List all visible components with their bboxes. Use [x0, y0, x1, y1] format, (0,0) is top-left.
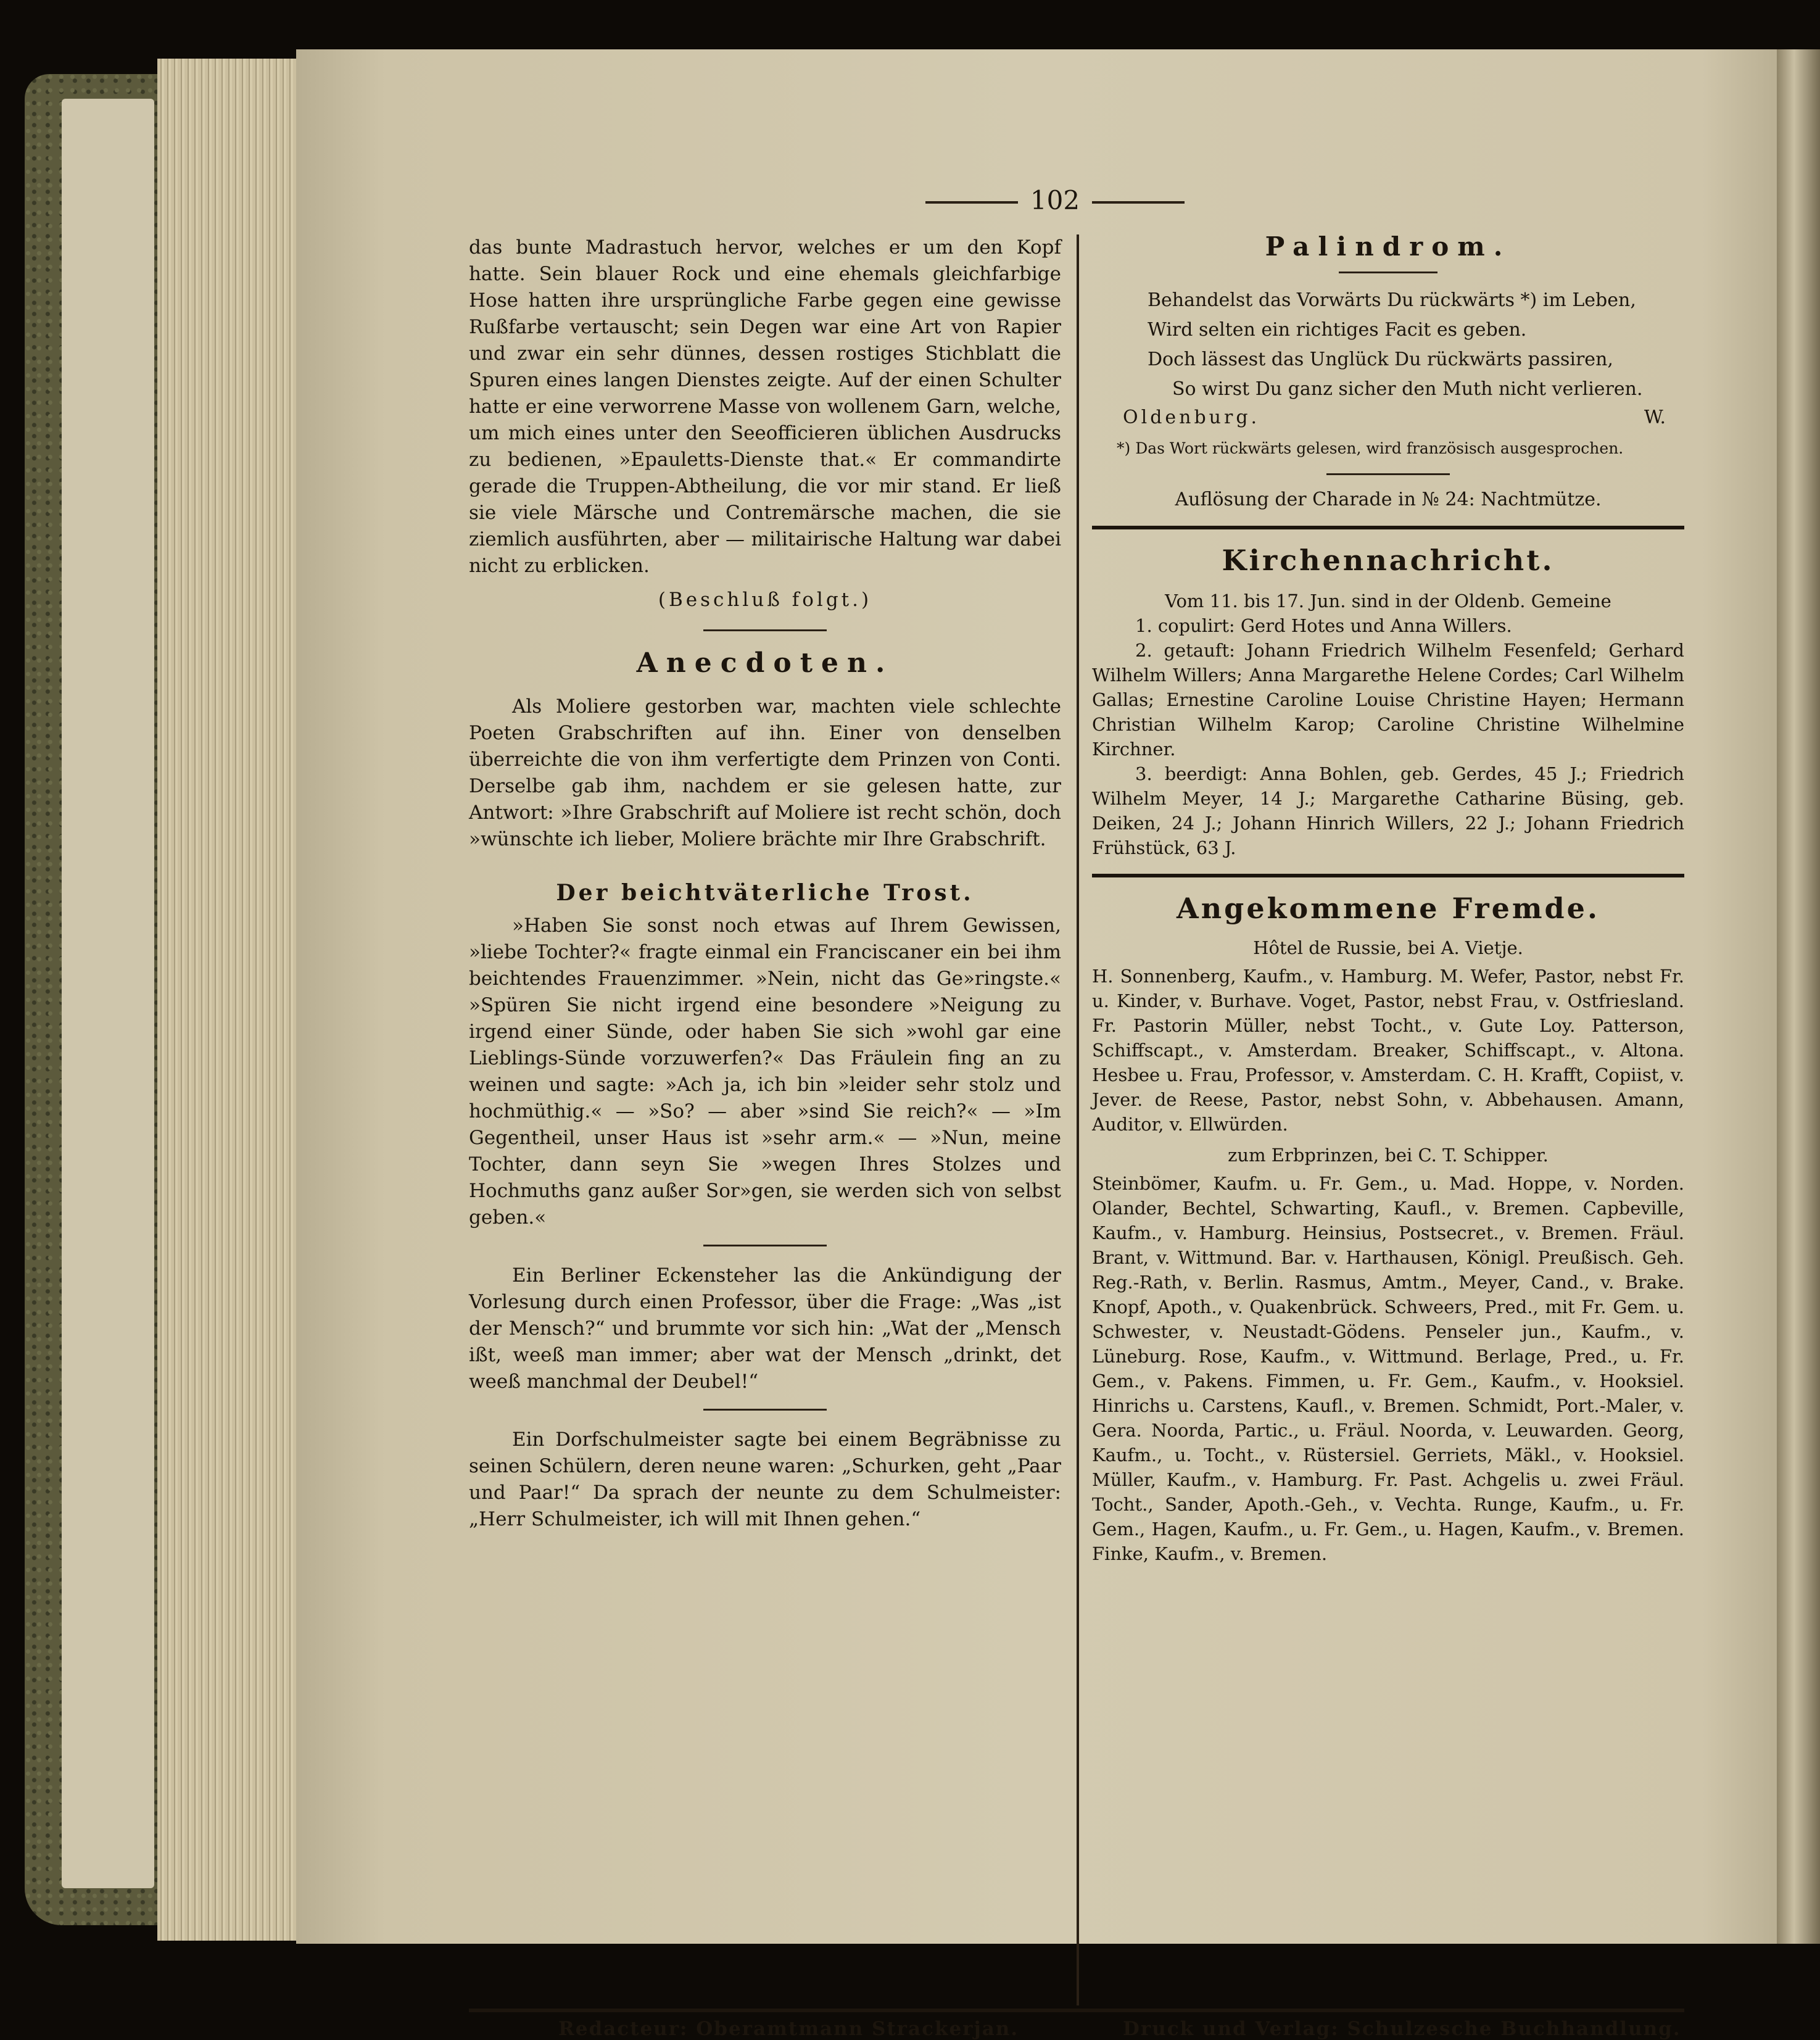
hotel-russie-guests: H. Sonnenberg, Kaufm., v. Hamburg. M. Wefer, Pastor, nebst Fr. u. Kinder, v. Burhave. Voget, Pastor, nebst Frau, v. Ostfriesland. Fr. Pastorin Müller, nebst Tocht., v. Gute Loy. Patterson, Schiffscapt., v. Amsterdam. Breaker, Schiffscapt., v. Altona. Hesbee u. Frau, Professor, v. Amsterdam. C. H. Krafft, Copiist, v. Jever. de Reese, Pastor, nebst Sohn, v. Abbehausen. Amann, Auditor, v. Ellwürden.: [1092, 966, 1684, 1135]
poem-line: Behandelst das Vorwärts Du rückwärts *) im Leben,: [1148, 289, 1636, 311]
inner-cover: [62, 99, 154, 1888]
palindrom-place: Oldenburg.: [1123, 407, 1260, 428]
anecdote-schulmeister: Ein Dorfschulmeister sagte bei einem Begräbnisse zu seinen Schülern, deren neune waren: „Schurken, geht „Paar und Paar!“ Da sprach der neunte zu dem Schulmeister: „Herr Schulmeister, ich will mit Ihnen gehen.“: [469, 1428, 1061, 1530]
section-rule: [1092, 526, 1684, 529]
separator: [1339, 272, 1437, 273]
poem-line: Doch lässest das Unglück Du rückwärts passiren,: [1148, 349, 1613, 370]
charade-solution: Auflösung der Charade in № 24: Nachtmütze.: [1175, 489, 1602, 510]
separator: [703, 629, 827, 631]
page-number: 102: [925, 185, 1185, 215]
column-rule: [1077, 234, 1079, 2005]
hotel-erbprinzen: zum Erbprinzen, bei C. T. Schipper.: [1228, 1145, 1549, 1166]
poem-line: So wirst Du ganz sicher den Muth nicht verlieren.: [1172, 378, 1643, 400]
palindrom-heading: Palindrom.: [1265, 231, 1512, 262]
serial-text: das bunte Madrastuch hervor, welches er um den Kopf hatte. Sein blauer Rock und eine ehemals gleichfarbige Hose hatten ihre ursprüngliche Farbe gegen eine gewisse Rußfarbe vertauscht; sein Degen war eine Art von Rapier und zwar ein sehr dünnes, dessen rostiges Stichblatt die Spuren eines langen Dienstes zeigte. Auf der einen Schulter hatte er eine verworrene Masse von wollenem Garn, welche, um mich eines unter den Seeofficieren üblichen Ausdrucks zu bedienen, »Epauletts-Dienste that.« Er commandirte gerade die Truppen-Abtheilung, die vor mir stand. Er ließ sie viele Märsche und Contremärsche machen, die sie ziemlich ausführten, aber — militairische Haltung war dabei nicht zu erblicken.: [469, 236, 1061, 577]
anecdotes-heading: Anecdoten.: [636, 647, 894, 679]
separator: [703, 1409, 827, 1411]
palindrom-footnote: *) Das Wort rückwärts gelesen, wird französisch ausgesprochen.: [1117, 439, 1624, 457]
separator: [1326, 473, 1450, 475]
separator: [703, 1245, 827, 1246]
facing-page-edge: [1777, 49, 1820, 1944]
hotel-russie: Hôtel de Russie, bei A. Vietje.: [1253, 937, 1523, 958]
kirchen-beerdigt: 3. beerdigt: Anna Bohlen, geb. Gerdes, 45 J.; Friedrich Wilhelm Meyer, 14 J.; Margarethe Catharine Büsing, geb. Deiken, 24 J.; Johann Hinrich Willers, 22 J.; Johann Friedrich Frühstück, 63 J.: [1092, 763, 1684, 858]
footer-editor: Redacteur: Oberamtmann Strackerjan.: [558, 2018, 1019, 2040]
kirchen-heading: Kirchennachricht.: [1222, 544, 1555, 577]
page-edges: [157, 59, 318, 1941]
trost-text: »Haben Sie sonst noch etwas auf Ihrem Gewissen, »liebe Tochter?« fragte einmal ein Franciscaner ein bei ihm beichtendes Frauenzimmer. »Nein, nicht das Ge»ringste.« »Spüren Sie nicht irgend eine besondere »Neigung zu irgend einer Sünde, oder haben Sie sich »wohl gar eine Lieblings-Sünde vorzuwerfen?« Das Fräulein fing an zu weinen und sagte: »Ach ja, ich bin »leider sehr stolz und hochmüthig.« — »So? — aber »sind Sie reich?« — »Im Gegentheil, unser Haus ist »sehr arm.« — »Nun, meine Tochter, dann seyn Sie »wegen Ihres Stolzes und Hochmuths ganz außer Sor»gen, sie werden sich von selbst geben.«: [469, 914, 1061, 1229]
footer-rule: [469, 2009, 1684, 2012]
continued-note: (Beschluß folgt.): [658, 589, 872, 611]
trost-heading: Der beichtväterliche Trost.: [556, 880, 974, 906]
hotel-erbprinzen-guests: Steinbömer, Kaufm. u. Fr. Gem., u. Mad. Hoppe, v. Norden. Olander, Bechtel, Schwarting, Kaufl., v. Bremen. Capbeville, Kaufm., v. Hamburg. Heinsius, Postsecret., v. Bremen. Fräul. Brant, v. Wittmund. Bar. v. Harthausen, Königl. Preußisch. Geh. Reg.-Rath, v. Berlin. Rasmus, Amtm., Meyer, Cand., v. Brake. Knopf, Apoth., v. Quakenbrück. Schweers, Pred., mit Fr. Gem. u. Schwester, v. Neustadt-Gödens. Penseler jun., Kaufm., v. Lüneburg. Rose, Kaufm., v. Wittmund. Berlage, Pred., u. Fr. Gem., v. Pakens. Fimmen, u. Fr. Gem., Kaufm., v. Hooksiel. Hinrichs u. Carstens, Kaufl., v. Bremen. Schmidt, Port.-Maler, v. Gera. Noorda, Partic., u. Fräul. Noorda, v. Leuwarden. Georg, Kaufm., u. Tocht., v. Rüstersiel. Gerriets, Mäkl., v. Hooksiel. Müller, Kaufm., v. Hamburg. Fr. Past. Achgelis u. zwei Fräul. Tocht., Sander, Apoth.-Geh., v. Vechta. Runge, Kaufm., u. Fr. Gem., Hagen, Kaufm., u. Fr. Gem., u. Hagen, Kaufm., v. Bremen. Finke, Kaufm., v. Bremen.: [1092, 1173, 1684, 1564]
kirchen-getauft: 2. getauft: Johann Friedrich Wilhelm Fesenfeld; Gerhard Wilhelm Willers; Anna Margarethe Helene Cordes; Carl Wilhelm Gallas; Ernestine Caroline Louise Christine Hayen; Hermann Christian Wilhelm Karop; Caroline Christine Wilhelmine Kirchner.: [1092, 640, 1684, 760]
footer-printer: Druck und Verlag: Schulzesche Buchhandlung.: [1123, 2018, 1681, 2040]
poem-line: Wird selten ein richtiges Facit es geben.: [1148, 319, 1527, 341]
right-column: [1092, 231, 1684, 1566]
anecdote-eckensteher: Ein Berliner Eckensteher las die Ankündigung der Vorlesung durch einen Professor, über die Frage: „Was „ist der Mensch?“ und brummte vor sich hin: „Wat der „Mensch ißt, weeß man immer; aber wat der Mensch „drinkt, det weeß manchmal der Deubel!“: [469, 1264, 1061, 1393]
kirchen-intro: Vom 11. bis 17. Jun. sind in der Oldenb. Gemeine: [1165, 591, 1611, 612]
fremde-heading: Angekommene Fremde.: [1177, 892, 1600, 925]
palindrom-signature: [1092, 404, 1684, 431]
left-column: [469, 234, 1061, 1533]
palindrom-poem: [1092, 286, 1684, 404]
section-rule: [1092, 874, 1684, 877]
anecdote-moliere: Als Moliere gestorben war, machten viele schlechte Poeten Grabschriften auf ihn. Einer von denselben überreichte die von ihm verfertigte dem Prinzen von Conti. Derselbe gab ihm, nachdem er sie gelesen hatte, zur Antwort: »Ihre Grabschrift auf Moliere ist recht schön, doch »wünschte ich lieber, Moliere brächte mir Ihre Grabschrift.: [469, 695, 1061, 850]
palindrom-author: W.: [1644, 407, 1666, 428]
kirchen-copulirt: 1. copulirt: Gerd Hotes und Anna Willers.: [1135, 615, 1512, 636]
